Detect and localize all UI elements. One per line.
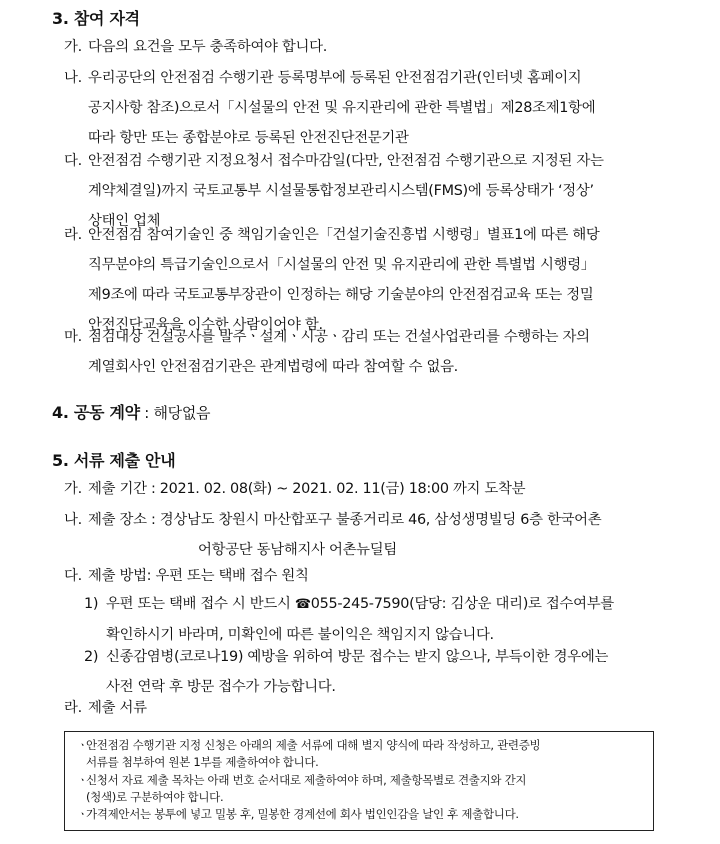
item-text xyxy=(64,63,694,153)
item-text xyxy=(64,322,694,382)
joint-contract-value: 해당없음 xyxy=(153,404,211,422)
item-line: 제출 서류 xyxy=(88,700,147,716)
notice-note xyxy=(77,737,643,772)
item-marker: 다. xyxy=(64,153,82,169)
notice-note xyxy=(77,772,643,807)
subitem-marker: 2) xyxy=(84,649,99,665)
section-3-heading: 3. 참여 자격 xyxy=(52,9,140,28)
subitem-line xyxy=(106,589,694,620)
item-line: 제출 방법: 우편 또는 택배 접수 원칙 xyxy=(88,568,309,584)
item-marker: 라. xyxy=(64,700,82,716)
item-line: 따라 항만 또는 종합분야로 등록된 안전진단전문기관 xyxy=(88,130,409,146)
submission-period-item xyxy=(64,474,694,504)
item-marker: 라. xyxy=(64,227,82,243)
item-line: 점검대상 건설공사를 발주ㆍ설계ㆍ시공ㆍ감리 또는 건설사업관리를 수행하는 자의 xyxy=(88,329,590,345)
notice-line: 가격제안서는 봉투에 넣고 밀봉 후, 밀봉한 경계선에 회사 법인인감을 날인 후 제출합니다. xyxy=(86,807,519,822)
item-marker: 다. xyxy=(64,568,82,584)
item-line: 상태인 업체 xyxy=(88,213,161,229)
method-subitem-1 xyxy=(84,589,694,650)
item-marker: 나. xyxy=(64,512,82,528)
item-marker: 나. xyxy=(64,70,82,86)
bullet-dot: ㆍ xyxy=(77,807,88,822)
item-line: 안전점검 참여기술인 중 책임기술인은「건설기술진흥법 시행령」별표1에 따른 해당 xyxy=(88,227,600,243)
notice-line: 서류를 첨부하여 원본 1부를 제출하여야 합니다. xyxy=(86,755,319,770)
subitem-text-part: 우편 또는 택배 접수 시 반드시 xyxy=(106,596,295,612)
item-line: 안전진단교육을 이수한 사람이어야 함. xyxy=(88,317,323,333)
item-line: 제출 기간 : 2021. 02. 08(화) ~ 2021. 02. 11(금) 18:00 까지 도착분 xyxy=(88,481,526,497)
item-line: 제출 장소 : 경상남도 창원시 마산합포구 불종거리로 46, 삼성생명빌딩 6층 한국어촌 xyxy=(88,512,602,528)
notice-line: 신청서 자료 제출 목차는 아래 번호 순서대로 제출하여야 하며, 제출항목별로 견출지와 간지 xyxy=(86,772,527,787)
notice-box xyxy=(64,731,654,831)
submission-method-item xyxy=(64,561,694,591)
item-text xyxy=(64,561,694,591)
item-marker: 마. xyxy=(64,329,82,345)
subitem-marker: 1) xyxy=(84,596,99,612)
phone-icon: ☎ xyxy=(294,597,311,612)
item-marker: 가. xyxy=(64,39,82,55)
item-line: 제9조에 따라 국토교통부장관이 인정하는 해당 기술분야의 안전점검교육 또는 정밀 xyxy=(88,287,594,303)
item-line: 계열회사인 안전점검기관은 관계법령에 따라 참여할 수 없음. xyxy=(88,359,458,375)
section-5-heading: 5. 서류 제출 안내 xyxy=(52,451,176,470)
item-text xyxy=(64,693,694,723)
eligibility-item-ga xyxy=(64,32,694,62)
item-text xyxy=(64,505,694,565)
section-4-separator: : xyxy=(139,404,154,422)
eligibility-item-ma xyxy=(64,322,694,382)
bullet-dot: ㆍ xyxy=(77,738,88,752)
subitem-line: 신종감염병(코로나19) 예방을 위하여 방문 접수는 받지 않으나, 부득이한 경우에는 xyxy=(106,649,609,665)
bullet-dot: ㆍ xyxy=(77,772,88,787)
item-line: 안전점검 수행기관 지정요청서 접수마감일(다만, 안전점검 수행기관으로 지정된 자는 xyxy=(88,153,604,169)
item-line: 공지사항 참조)으로서「시설물의 안전 및 유지관리에 관한 특별법」제28조제1항에 xyxy=(88,100,596,116)
item-line: 계약체결일)까지 국토교통부 시설물통합정보관리시스템(FMS)에 등록상태가 ‘정상’ xyxy=(88,183,594,199)
section-4-title: 4. 공동 계약 xyxy=(52,403,140,422)
section-4-heading xyxy=(52,400,210,423)
submission-place-item xyxy=(64,505,694,565)
item-line: 우리공단의 안전점검 수행기관 등록명부에 등록된 안전점검기관(인터넷 홈페이지 xyxy=(88,70,582,86)
submission-documents-item xyxy=(64,693,694,723)
item-line: 직무분야의 특급기술인으로서「시설물의 안전 및 유지관리에 관한 특별법 시행령」 xyxy=(88,257,595,273)
subitem-text xyxy=(84,589,694,650)
phone-contact-text: 055-245-7590(담당: 김상운 대리)로 접수여부를 xyxy=(310,596,614,612)
item-text xyxy=(64,32,694,62)
item-line: 어항공단 동남해지사 어촌뉴딜팀 xyxy=(198,542,397,558)
notice-line: 안전점검 수행기관 지정 신청은 아래의 제출 서류에 대해 별지 양식에 따라 작성하고, 관련증빙 xyxy=(86,738,541,752)
item-text xyxy=(64,474,694,504)
subitem-line: 확인하시기 바라며, 미확인에 따른 불이익은 책임지지 않습니다. xyxy=(106,627,494,643)
item-line: 다음의 요건을 모두 충족하여야 합니다. xyxy=(88,39,327,55)
subitem-line: 사전 연락 후 방문 접수가 가능합니다. xyxy=(106,679,336,695)
notice-line: (청색)로 구분하여야 합니다. xyxy=(86,789,224,804)
notice-note xyxy=(77,806,643,823)
item-marker: 가. xyxy=(64,481,82,497)
eligibility-item-na xyxy=(64,63,694,153)
